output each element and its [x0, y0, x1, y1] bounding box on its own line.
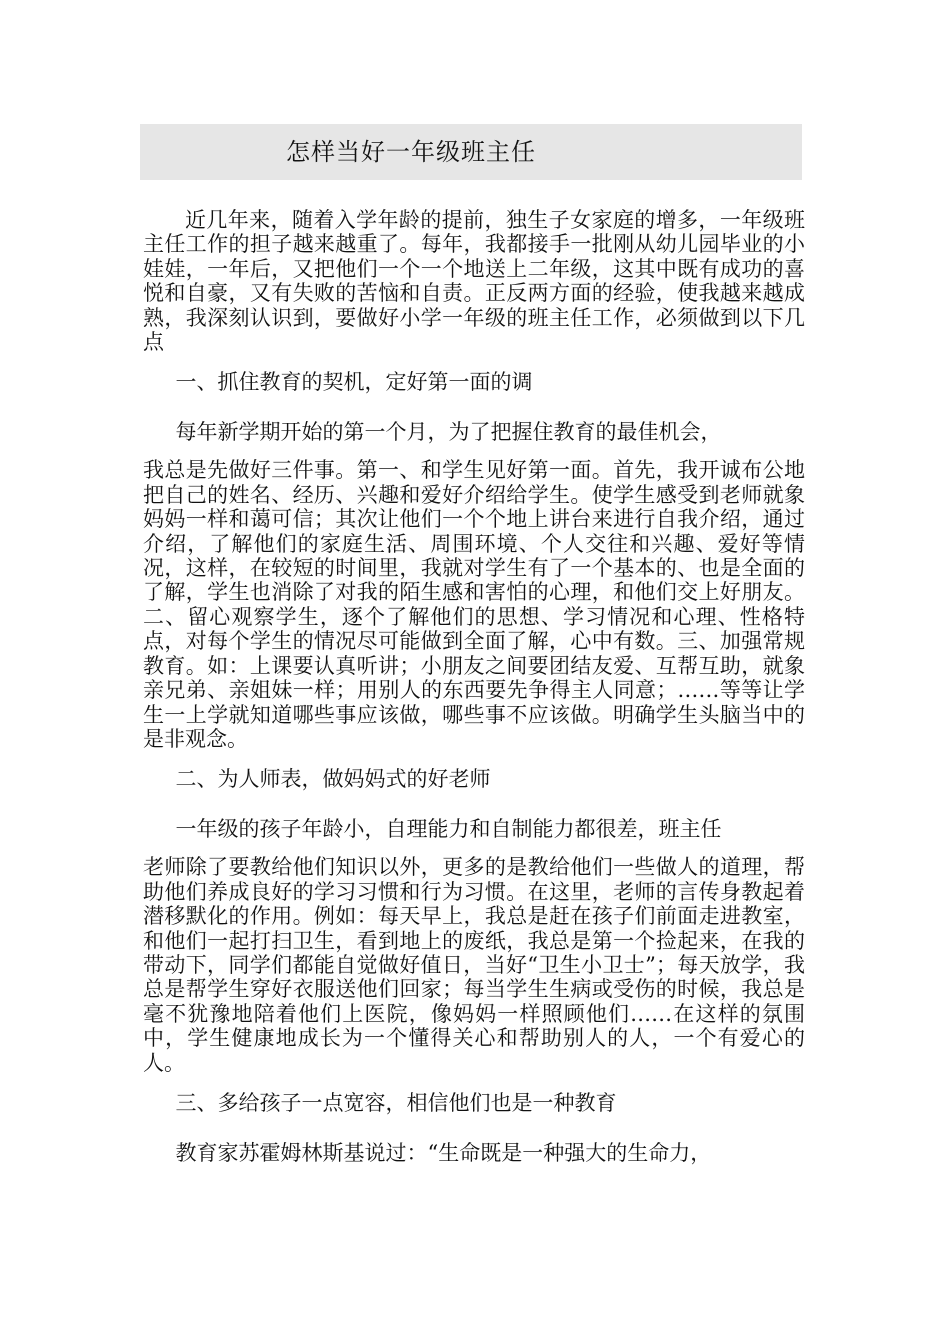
title-band	[140, 124, 802, 180]
section-lead-line: 一年级的孩子年龄小，自理能力和自制能力都很差，班主任	[175, 817, 722, 842]
section-body: 老师除了要教给他们知识以外，更多的是教给他们一些做人的道理，帮助他们养成良好的学习习惯和行为习惯。在这里，老师的言传身教起着潜移默化的作用。例如：每天早上，我总是赶在孩子们前面走进教室，和他们一起打扫卫生，看到地上的废纸，我总是第一个捡起来，在我的带动下，同学们都能自觉做好值日，当好“卫生小卫士”；每天放学，我总是帮学生穿好衣服送他们回家；每当学生生病或受伤的时候，我总是毫不犹豫地陪着他们上医院，像妈妈一样照顾他们……在这样的氛围中，学生健康地成长为一个懂得关心和帮助别人的人，一个有爱心的人。	[143, 855, 805, 1075]
intro-paragraph: 近几年来，随着入学年龄的提前，独生子女家庭的增多，一年级班主任工作的担子越来越重了。每年，我都接手一批刚从幼儿园毕业的小娃娃，一年后，又把他们一个一个地送上二年级，这其中既有成功的喜悦和自豪，又有失败的苦恼和自责。正反两方面的经验，使我越来越成熟，我深刻认识到，要做好小学一年级的班主任工作，必须做到以下几点	[143, 208, 805, 355]
section-lead-line: 教育家苏霍姆林斯基说过：“生命既是一种强大的生命力，	[175, 1140, 712, 1165]
document-title: 怎样当好一年级班主任	[286, 138, 536, 166]
section-body: 我总是先做好三件事。第一、和学生见好第一面。首先，我开诚布公地把自己的姓名、经历、兴趣和爱好介绍给学生。使学生感受到老师就象妈妈一样和蔼可信；其次让他们一个个地上讲台来进行自我介绍，通过介绍，了解他们的家庭生活、周围环境、个人交往和兴趣、爱好等情况，这样，在较短的时间里，我就对学生有了一个基本的、也是全面的了解，学生也消除了对我的陌生感和害怕的心理，和他们交上好朋友。二、留心观察学生，逐个了解他们的思想、学习情况和心理、性格特点，对每个学生的情况尽可能做到全面了解，心中有数。三、加强常规教育。如：上课要认真听讲；小朋友之间要团结友爱、互帮互助，就象亲兄弟、亲姐妹一样；用别人的东西要先争得主人同意；……等等让学生一上学就知道哪些事应该做，哪些事不应该做。明确学生头脑当中的是非观念。	[143, 458, 805, 751]
section-heading: 二、为人师表，做妈妈式的好老师	[175, 767, 491, 792]
document-body	[143, 208, 805, 1175]
section-heading: 三、多给孩子一点宽容，相信他们也是一种教育	[175, 1090, 617, 1115]
section-heading: 一、抓住教育的契机，定好第一面的调	[175, 370, 533, 395]
section-lead-line: 每年新学期开始的第一个月，为了把握住教育的最佳机会，	[175, 420, 722, 445]
